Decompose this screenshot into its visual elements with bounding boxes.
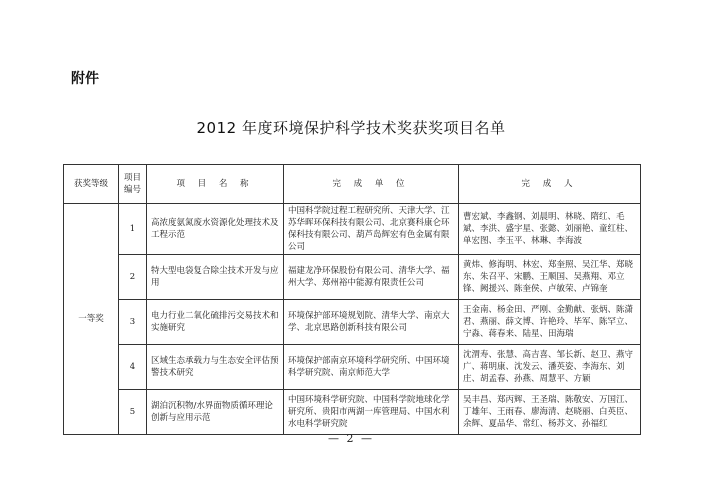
header-units: 完 成 单 位 (284, 165, 459, 204)
project-number: 1 (119, 204, 147, 255)
project-number: 5 (119, 390, 147, 435)
completion-units: 环境保护部南京环境科学研究所、中国环境科学研究院、南京师范大学 (284, 345, 459, 390)
completion-people: 吴丰昌、郑丙辉、王圣瑞、陈敬安、万国江、丁雄年、王雨春、廖海清、赵晓丽、白英臣、余辉、夏品华、常红、杨苏文、孙福红 (459, 390, 641, 435)
completion-people: 王金南、杨金田、严刚、金勤献、张炳、陈潇君、燕丽、薛文博、许艳玲、毕军、陈罕立、宁淼、蒋春来、陆星、田海瑞 (459, 300, 641, 345)
project-name: 区域生态承载力与生态安全评估预警技术研究 (147, 345, 284, 390)
table-row (64, 255, 641, 300)
completion-units: 福建龙净环保股份有限公司、清华大学、福州大学、郑州裕中能源有限责任公司 (284, 255, 459, 300)
project-name: 湖泊沉积物/水界面物质循环理论创新与应用示范 (147, 390, 284, 435)
table-header-row (64, 165, 641, 204)
table-row (64, 204, 641, 255)
completion-units: 中国科学院过程工程研究所、天津大学、江苏华晖环保科技有限公司、北京赛科康仑环保科技有限公司、葫芦岛辉宏有色金属有限公司 (284, 204, 459, 255)
table-row (64, 300, 641, 345)
project-name: 电力行业二氧化硫排污交易技术和实施研究 (147, 300, 284, 345)
header-number: 项目编号 (119, 165, 147, 204)
project-name: 高浓度氨氮废水资源化处理技术及工程示范 (147, 204, 284, 255)
table-row (64, 345, 641, 390)
project-number: 4 (119, 345, 147, 390)
completion-units: 中国环境科学研究院、中国科学院地球化学研究所、贵阳市两湖一库管理局、中国水利水电科学研究院 (284, 390, 459, 435)
award-table (63, 164, 641, 435)
page-title: 2012 年度环境保护科学技术奖获奖项目名单 (196, 119, 506, 137)
header-people: 完 成 人 (459, 165, 641, 204)
header-project: 项 目 名 称 (147, 165, 284, 204)
header-level: 获奖等级 (64, 165, 119, 204)
completion-people: 曹宏斌、李鑫钢、刘晨明、林晓、隋红、毛斌、李洪、盛宇星、张懿、刘丽艳、童红柱、单宏图、李玉平、林琳、李海波 (459, 204, 641, 255)
completion-people: 沈渭寿、张慧、高吉喜、邹长新、赵卫、燕守广、蒋明康、沈发云、潘英姿、李海东、刘庄、胡孟春、孙燕、周慧平、方颖 (459, 345, 641, 390)
project-number: 2 (119, 255, 147, 300)
table-row (64, 390, 641, 435)
attachment-label: 附件 (71, 71, 99, 87)
completion-units: 环境保护部环境规划院、清华大学、南京大学、北京思路创新科技有限公司 (284, 300, 459, 345)
page-number: — 2 — (328, 432, 374, 445)
project-number: 3 (119, 300, 147, 345)
project-name: 特大型电袋复合除尘技术开发与应用 (147, 255, 284, 300)
completion-people: 黄炜、修海明、林宏、郑奎照、吴江华、郑晓东、朱召平、宋鹏、王顺国、吴燕翔、邓立锋、阙援兴、陈奎侯、卢敏荣、卢锦奎 (459, 255, 641, 300)
award-level-cell: 一等奖 (64, 204, 119, 435)
